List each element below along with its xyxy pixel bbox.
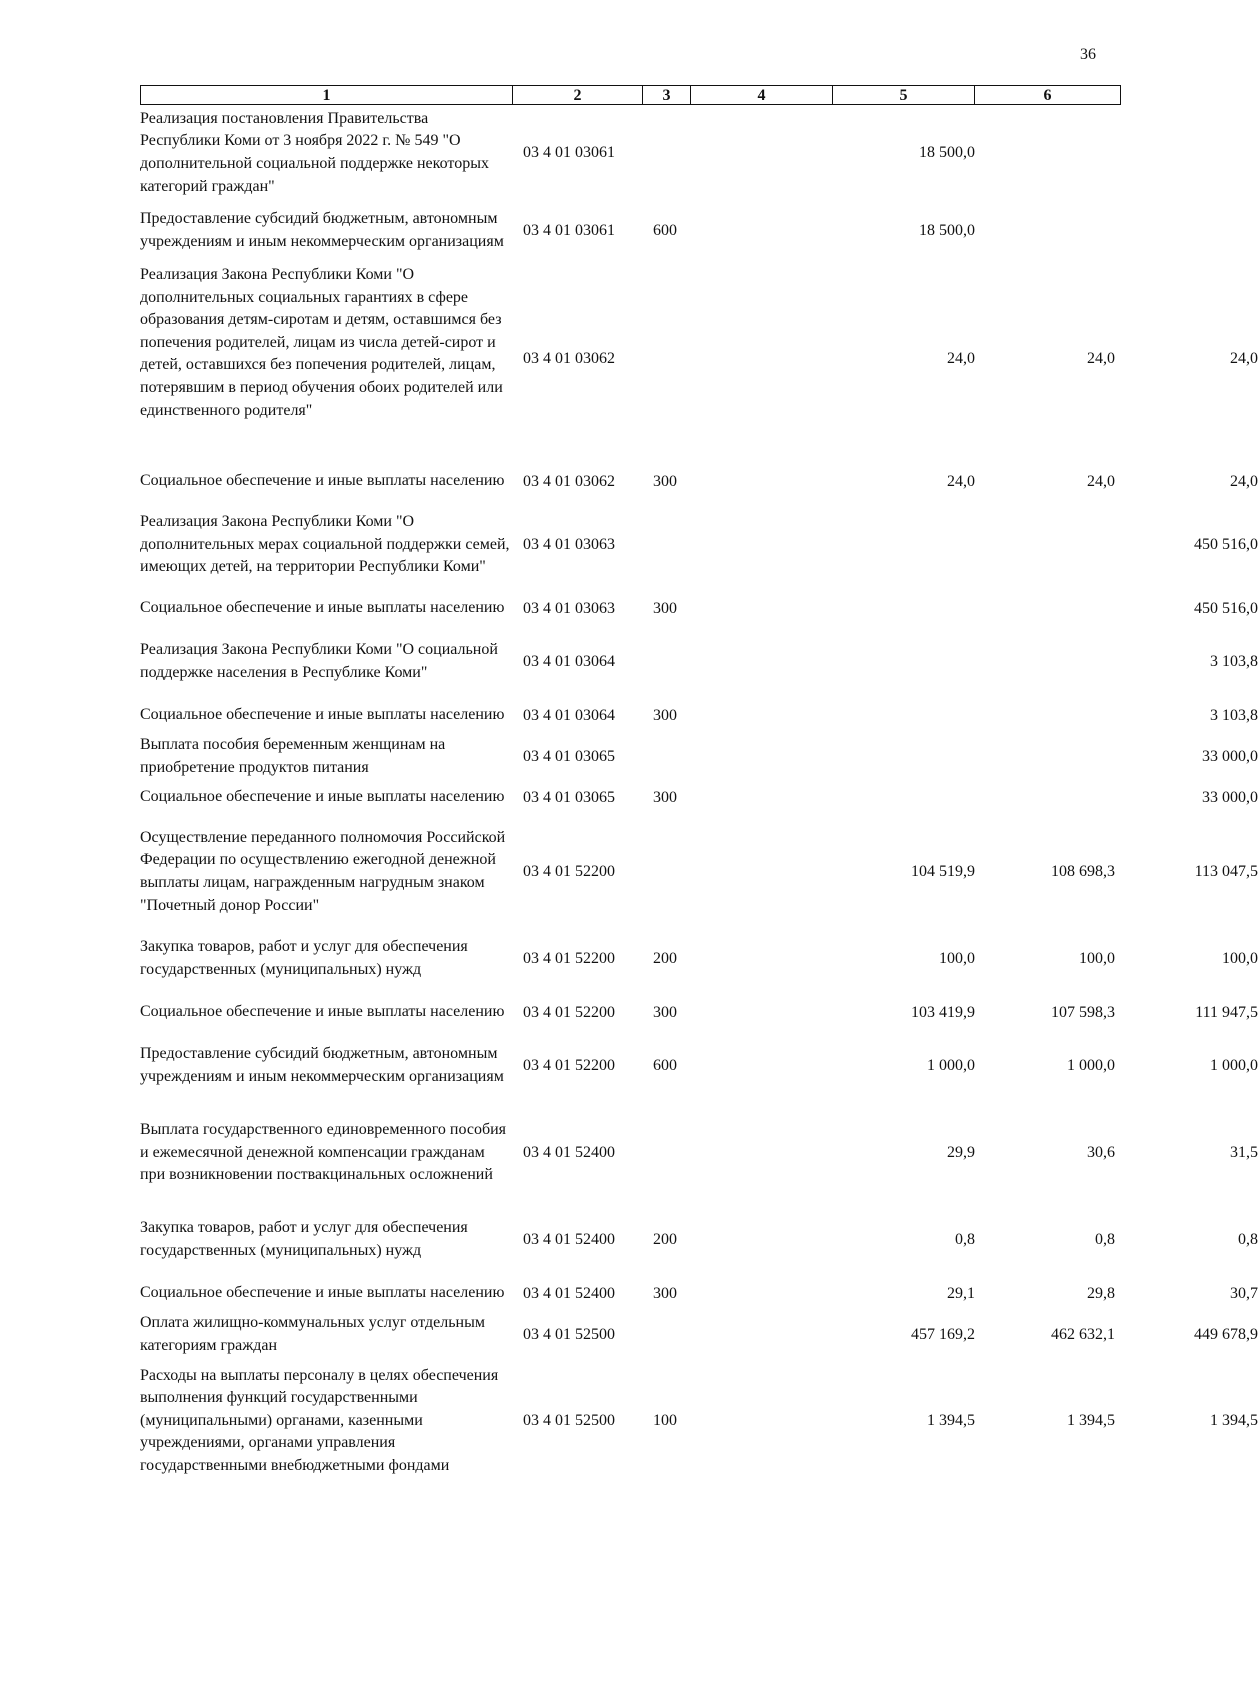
row-name: Социальное обеспечение и иные выплаты населению [140,1003,505,1021]
table-row [140,629,1258,695]
row-value-4: 457 169,2 [911,1325,975,1343]
row-value-6: 30,7 [1230,1284,1258,1302]
row-type: 600 [653,222,677,239]
table-row [140,1273,1258,1314]
row-value-4: 100,0 [939,950,975,967]
row-value-4: 104 519,9 [911,863,975,880]
table-row [140,1313,1258,1355]
row-name: Реализация Закона Республики Коми "О дополнительных мерах социальной поддержки семей, имеющих детей, на территории Республики Коми" [140,513,510,576]
table-header [140,85,1121,105]
row-name: Предоставление субсидий бюджетным, автономным учреждениям и иным некоммерческим организациям [140,1045,504,1085]
row-code: 03 4 01 52200 [523,950,615,967]
row-type: 300 [653,472,677,490]
row-value-4: 1 394,5 [927,1412,975,1429]
row-name: Закупка товаров, работ и услуг для обеспечения государственных (муниципальных) нужд [140,1219,468,1259]
row-value-5: 100,0 [1079,950,1115,967]
row-value-4: 103 419,9 [911,1003,975,1021]
row-code: 03 4 01 52400 [523,1144,615,1161]
row-name: Социальное обеспечение и иные выплаты населению [140,1284,505,1302]
row-code: 03 4 01 03063 [523,599,615,617]
row-type: 600 [653,1057,677,1074]
table-row [140,1355,1258,1487]
table-row [140,502,1258,588]
table-row [140,695,1258,736]
row-name: Выплата государственного единовременного пособия и ежемесячной денежной компенсации гражданам при возникновении поствакцинальных осложнений [140,1121,507,1184]
row-name: Закупка товаров, работ и услуг для обеспечения государственных (муниципальных) нужд [140,938,468,978]
row-name: Осуществление переданного полномочия Российской Федерации по осуществлению ежегодной денежной выплаты лицам, награжденным нагрудным знаком "Почетный донор России" [140,828,506,914]
row-value-6: 111 947,5 [1195,1003,1258,1021]
row-code: 03 4 01 52400 [523,1231,615,1248]
row-value-5: 462 632,1 [1051,1325,1115,1343]
row-value-5: 24,0 [1087,472,1115,490]
row-code: 03 4 01 03062 [523,350,615,367]
row-type: 300 [653,788,677,806]
row-code: 03 4 01 52500 [523,1412,615,1429]
row-type: 100 [653,1412,677,1429]
row-value-4: 24,0 [947,350,975,367]
row-code: 03 4 01 03065 [523,788,615,806]
row-value-6: 33 000,0 [1202,747,1258,765]
row-value-5: 107 598,3 [1051,1003,1115,1021]
table-row [140,588,1258,629]
table-row [140,1207,1258,1273]
row-value-6: 1 000,0 [1210,1057,1258,1074]
row-name: Предоставление субсидий бюджетным, автономным учреждениям и иным некоммерческим организациям [140,210,504,250]
row-type: 300 [653,1003,677,1021]
row-value-6: 113 047,5 [1194,863,1258,880]
row-value-6: 3 103,8 [1210,653,1258,670]
row-value-6: 33 000,0 [1202,788,1258,806]
row-name: Социальное обеспечение и иные выплаты населению [140,706,505,724]
row-value-6: 31,5 [1230,1144,1258,1161]
table-row [140,1033,1258,1099]
row-value-4: 18 500,0 [919,144,975,161]
row-value-5: 0,8 [1095,1231,1115,1248]
row-value-6: 3 103,8 [1210,706,1258,724]
table-row [140,108,1120,198]
table-row [140,1099,1258,1207]
header-col-3: 3 [643,86,691,105]
row-value-6: 100,0 [1222,950,1258,967]
row-value-4: 0,8 [955,1231,975,1248]
row-type: 300 [653,706,677,724]
row-code: 03 4 01 03064 [523,706,615,724]
row-value-4: 29,1 [947,1284,975,1302]
row-value-5: 24,0 [1087,350,1115,367]
row-code: 03 4 01 03064 [523,653,615,670]
row-value-6: 450 516,0 [1194,536,1258,553]
row-value-4: 29,9 [947,1144,975,1161]
header-col-6: 6 [975,86,1121,105]
table-row [140,735,1258,777]
row-name: Реализация Закона Республики Коми "О социальной поддержке населения в Республике Коми" [140,641,498,681]
row-value-6: 0,8 [1238,1231,1258,1248]
row-name: Выплата пособия беременным женщинам на приобретение продуктов питания [140,735,446,776]
row-code: 03 4 01 52200 [523,1003,615,1021]
row-value-4: 18 500,0 [919,222,975,239]
row-type: 200 [653,1231,677,1248]
page-number: 36 [1080,46,1096,63]
row-code: 03 4 01 52200 [523,863,615,880]
row-value-5: 30,6 [1087,1144,1115,1161]
row-value-6: 24,0 [1230,350,1258,367]
row-value-5: 29,8 [1087,1284,1115,1302]
table-row [140,264,1258,461]
row-value-6: 1 394,5 [1210,1412,1258,1429]
row-value-4: 24,0 [947,472,975,490]
row-code: 03 4 01 03061 [523,144,615,161]
row-code: 03 4 01 03065 [523,747,615,765]
row-type: 200 [653,950,677,967]
table-row [140,777,1258,818]
row-value-6: 449 678,9 [1194,1325,1258,1343]
row-code: 03 4 01 03062 [523,472,615,490]
row-name: Социальное обеспечение и иные выплаты населению [140,599,505,617]
table-row [140,461,1258,502]
table-row [140,198,1120,264]
row-code: 03 4 01 52400 [523,1284,615,1302]
row-name: Социальное обеспечение и иные выплаты населению [140,788,505,806]
row-value-4: 1 000,0 [927,1057,975,1074]
row-value-5: 108 698,3 [1051,863,1115,880]
row-value-6: 24,0 [1230,472,1258,490]
row-code: 03 4 01 52200 [523,1057,615,1074]
table-body [140,108,1258,1487]
row-name: Реализация постановления Правительства Республики Коми от 3 ноября 2022 г. № 549 "О дополнительной социальной поддержке некоторых категорий граждан" [140,109,489,195]
row-type: 300 [653,1284,677,1302]
row-code: 03 4 01 03061 [523,222,615,239]
row-name: Расходы на выплаты персоналу в целях обеспечения выполнения функций государственными (муниципальными) органами, казенными учреждениями, органами управления государственными внебюджетными фондами [140,1366,499,1474]
header-col-1: 1 [141,86,513,105]
row-name: Социальное обеспечение и иные выплаты населению [140,472,505,490]
header-col-5: 5 [833,86,975,105]
row-value-5: 1 394,5 [1067,1412,1115,1429]
row-code: 03 4 01 52500 [523,1325,615,1343]
table-row [140,818,1258,926]
row-value-5: 1 000,0 [1067,1057,1115,1074]
row-name: Реализация Закона Республики Коми "О дополнительных социальных гарантиях в сфере образования детям-сиротам и детям, оставшимся без попечения родителей, лицам из числа детей-сирот и детей, оставшихся без попечения родителей, лицам, потерявшим в период обучения обоих родителей или единственного родителя" [140,266,503,419]
row-code: 03 4 01 03063 [523,536,615,553]
header-col-4: 4 [691,86,833,105]
table-row [140,926,1258,992]
header-col-2: 2 [513,86,643,105]
row-name: Оплата жилищно-коммунальных услуг отдельным категориям граждан [140,1313,485,1354]
row-value-6: 450 516,0 [1194,599,1258,617]
table-row [140,992,1258,1033]
row-type: 300 [653,599,677,617]
